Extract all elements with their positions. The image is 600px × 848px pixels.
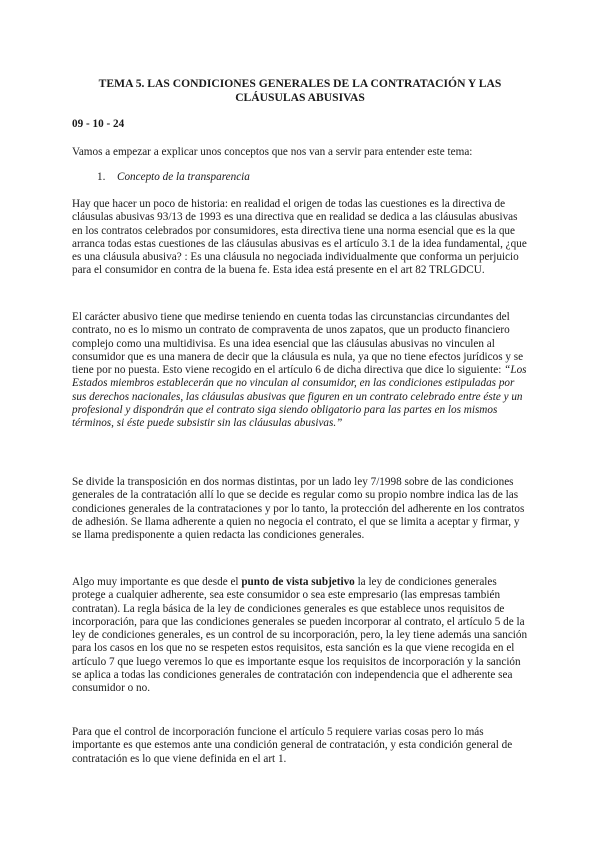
paragraph-2-text: El carácter abusivo tiene que medirse teniendo en cuenta todas las circunstancias circundantes del contrato, no es lo mismo un contrato de compraventa de unos zapatos, que un producto financiero complejo como una multidivisa. Es una idea esencial que las cláusulas abusivas no vinculen al consumidor que es una manera de decir que la cláusula es nula, ya que no tiene efectos jurídicos y se tiene por no puesta. Esto viene recogido en el artículo 6 de dicha directiva que dice lo siguiente: xyxy=(72,311,524,377)
intro-paragraph: Vamos a empezar a explicar unos conceptos que nos van a servir para entender este tema: xyxy=(72,146,473,158)
document-title xyxy=(80,77,520,105)
lecture-date: 09 - 10 - 24 xyxy=(72,118,125,130)
paragraph-4-bold-term: punto de vista subjetivo xyxy=(241,576,355,588)
paragraph-2 xyxy=(72,311,528,431)
paragraph-4-before: Algo muy importante es que desde el xyxy=(72,576,242,588)
paragraph-1: Hay que hacer un poco de historia: en realidad el origen de todas las cuestiones es la directiva de cláusulas abusivas 93/13 de 1993 es una directiva que en realidad se dedica a las cláusulas abusivas en los contratos celebrados por consumidores, esta directiva tiene una norma esencial que es la que arranca todas estas cuestiones de las cláusulas abusivas es el artículo 3.1 de la idea fundamental, ¿que es una cláusula abusiva? : Es una cláusula no negociada individualmente que conforma un perjuicio para el consumidor en contra de la buena fe. Esta idea está presente en el art 82 TRLGDCU. xyxy=(72,198,527,277)
document-title-line-2: CLÁUSULAS ABUSIVAS xyxy=(235,91,365,104)
list-item-text: Concepto de la transparencia xyxy=(117,171,250,183)
list-item xyxy=(97,171,250,184)
paragraph-5: Para que el control de incorporación funcione el artículo 5 requiere varias cosas pero lo más importante es que estemos ante una condición general de contratación, y esta condición general de contratación es lo que viene definida en el art 1. xyxy=(72,726,513,765)
paragraph-4 xyxy=(72,576,528,696)
directive-quote: “Los Estados miembros establecerán que no vinculan al consumidor, en las condiciones estipuladas por sus derechos nacionales, las cláusulas abusivas que figuren en un contrato celebrado entre éste y un profesional y dispondrán que el contrato siga siendo obligatorio para las partes en los mismos términos, si éste puede subsistir sin las cláusulas abusivas.” xyxy=(72,364,527,430)
document-title-line-1: TEMA 5. LAS CONDICIONES GENERALES DE LA CONTRATACIÓN Y LAS xyxy=(98,77,502,90)
list-item-number: 1. xyxy=(97,171,106,183)
paragraph-4-after: la ley de condiciones generales protege a cualquier adherente, sea este consumidor o sea este empresario (las empresas también contratan). La regla básica de la ley de condiciones generales es que establece unos requisitos de incorporación, para que las condiciones generales se pueden incorporar al contrato, el artículo 5 de la ley de condiciones generales, es un control de su incorporación, pero, la ley tiene además una sanción para los casos en los que no se respeten estos requisitos, esta sanción es la que viene recogida en el artículo 7 que luego veremos lo que es importante esque los requisitos de incorporación y la sanción se aplica a todas las condiciones generales de contratación con independencia que el adherente sea consumidor o no. xyxy=(72,576,528,695)
paragraph-3: Se divide la transposición en dos normas distintas, por un lado ley 7/1998 sobre de las condiciones generales de la contratación allí lo que se decide es regular como su propio nombre indica las de las condiciones generales de la contrataciones y por lo tanto, la protección del adherente en los contratos de adhesión. Se llama adherente a quien no negocia el contrato, el que se limita a aceptar y firmar, y se llama predisponente a quien redacta las condiciones generales. xyxy=(72,476,525,542)
